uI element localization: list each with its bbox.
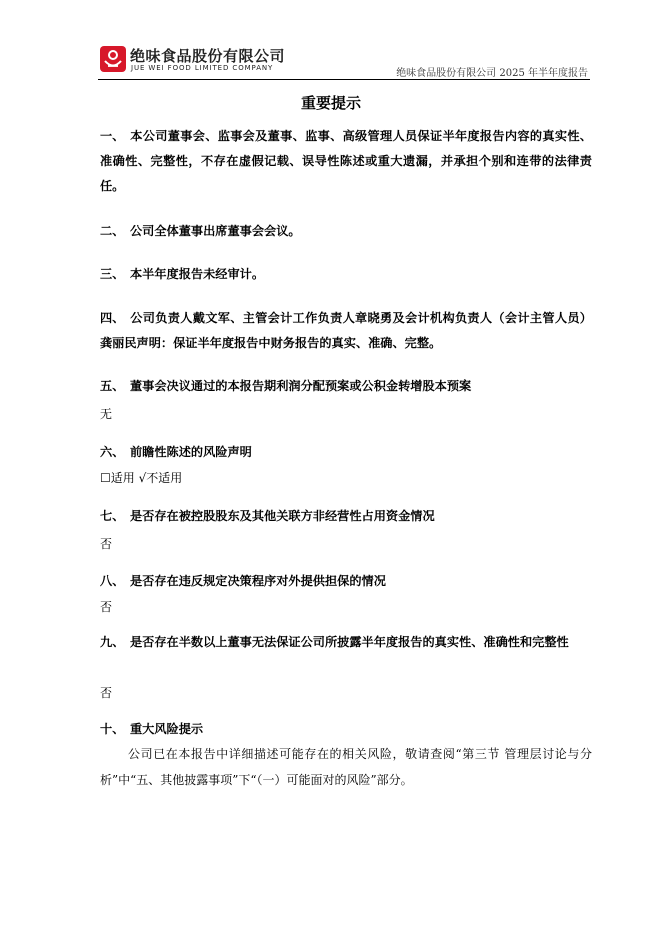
notice-item-8 (100, 569, 592, 594)
item-number: 九、 (100, 635, 125, 649)
item-number: 二、 (100, 224, 125, 238)
item-text: 前瞻性陈述的风险声明 (130, 445, 252, 459)
item-text: 董事会决议通过的本报告期利润分配预案或公积金转增股本预案 (130, 379, 472, 393)
header-divider (98, 79, 590, 80)
item-10-answer: 公司已在本报告中详细描述可能存在的相关风险，敬请查阅“第三节 管理层讨论与分析”中“五、其他披露事项”下“（一）可能面对的风险”部分。 (100, 747, 592, 787)
item-text: 是否存在违反规定决策程序对外提供担保的情况 (130, 574, 386, 588)
item-5-answer: 无 (100, 407, 113, 421)
notice-item-2 (100, 219, 592, 244)
item-number: 五、 (100, 379, 125, 393)
notice-item-3 (100, 262, 592, 287)
item-6-answer: ☐适用 √不适用 (100, 471, 183, 485)
item-text: 公司全体董事出席董事会会议。 (130, 224, 301, 238)
item-text: 是否存在被控股股东及其他关联方非经营性占用资金情况 (130, 509, 435, 523)
header-document-title: 绝味食品股份有限公司 2025 年半年度报告 (396, 68, 588, 79)
item-text: 重大风险提示 (130, 722, 204, 736)
juewei-logo-icon (100, 46, 126, 72)
item-number: 一、 (100, 129, 125, 143)
item-number: 十、 (100, 722, 125, 736)
item-8-answer: 否 (100, 600, 113, 614)
notice-item-10 (100, 717, 592, 742)
item-text: 本公司董事会、监事会及董事、监事、高级管理人员保证半年度报告内容的真实性、准确性、完整性，不存在虚假记载、误导性陈述或重大遗漏，并承担个别和连带的法律责任。 (100, 129, 592, 193)
company-logo (98, 44, 298, 78)
item-7-answer: 否 (100, 537, 113, 551)
item-number: 三、 (100, 267, 125, 281)
logo-english-name: JUE WEI FOOD LIMITED COMPANY (131, 64, 274, 72)
notice-item-5 (100, 374, 592, 399)
item-text: 是否存在半数以上董事无法保证公司所披露半年度报告的真实性、准确性和完整性 (130, 635, 569, 649)
item-text: 公司负责人戴文军、主管会计工作负责人章晓勇及会计机构负责人（会计主管人员）龚丽民声明：保证半年度报告中财务报告的真实、准确、完整。 (100, 311, 592, 350)
notice-item-7 (100, 504, 592, 529)
item-text: 本半年度报告未经审计。 (130, 267, 265, 281)
page-header (98, 44, 590, 80)
item-9-answer: 否 (100, 686, 113, 700)
logo-chinese-name: 绝味食品股份有限公司 (130, 47, 286, 65)
notice-item-1 (100, 124, 592, 199)
notice-item-4 (100, 306, 592, 356)
item-number: 六、 (100, 445, 125, 459)
item-number: 四、 (100, 311, 125, 325)
page-title: 重要提示 (300, 94, 361, 112)
item-number: 七、 (100, 509, 125, 523)
notice-item-9 (100, 630, 592, 655)
notice-item-6 (100, 440, 592, 465)
item-number: 八、 (100, 574, 125, 588)
